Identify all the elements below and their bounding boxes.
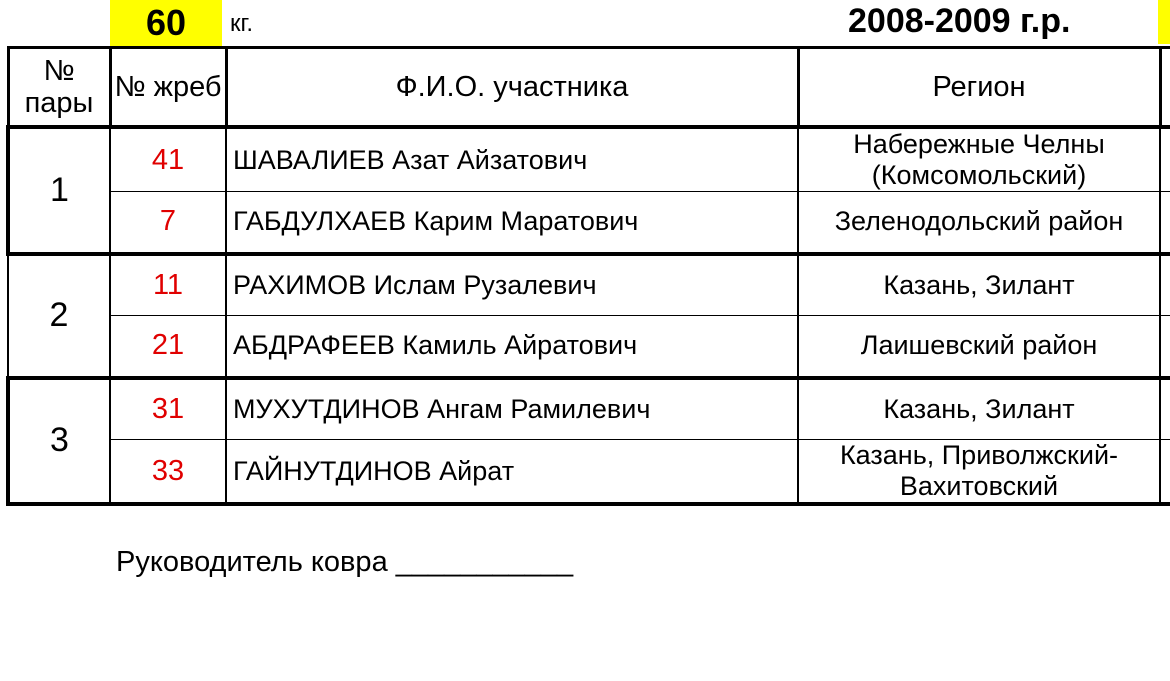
participant-name: ГАБДУЛХАЕВ Карим Маратович bbox=[226, 192, 798, 254]
participant-name: РАХИМОВ Ислам Рузалевич bbox=[226, 254, 798, 316]
pair-number: 2 bbox=[8, 254, 110, 378]
next-col-cell bbox=[1160, 254, 1170, 316]
pair-number: 1 bbox=[8, 127, 110, 254]
table-row bbox=[8, 316, 1170, 378]
next-col-cell bbox=[1160, 192, 1170, 254]
lot-number: 33 bbox=[110, 440, 226, 505]
col-header-lot-number: № жреб bbox=[110, 48, 226, 128]
lot-number: 31 bbox=[110, 378, 226, 440]
highlight-cell-edge bbox=[1158, 0, 1170, 44]
weight-category: 60 bbox=[110, 0, 222, 46]
pair-number: 3 bbox=[8, 378, 110, 505]
participant-region: Казань, Приволжский-Вахитовский bbox=[798, 440, 1160, 505]
lot-number: 21 bbox=[110, 316, 226, 378]
participant-name: ГАЙНУТДИНОВ Айрат bbox=[226, 440, 798, 505]
lot-number: 11 bbox=[110, 254, 226, 316]
lot-number: 7 bbox=[110, 192, 226, 254]
participant-region: Лаишевский район bbox=[798, 316, 1160, 378]
participant-name: ШАВАЛИЕВ Азат Айзатович bbox=[226, 127, 798, 192]
participant-region: Зеленодольский район bbox=[798, 192, 1160, 254]
birth-years: 2008-2009 г.р. bbox=[848, 2, 1071, 40]
participant-region: Казань, Зилант bbox=[798, 378, 1160, 440]
next-col-cell bbox=[1160, 378, 1170, 440]
participant-region: Набережные Челны (Комсомольский) bbox=[798, 127, 1160, 192]
weight-unit: кг. bbox=[230, 10, 253, 37]
table-row bbox=[8, 440, 1170, 505]
table-header-row bbox=[8, 48, 1170, 128]
table-row bbox=[8, 192, 1170, 254]
lot-number: 41 bbox=[110, 127, 226, 192]
participant-region: Казань, Зилант bbox=[798, 254, 1160, 316]
pairs-table bbox=[6, 46, 1170, 506]
table-row bbox=[8, 254, 1170, 316]
table-row bbox=[8, 127, 1170, 192]
next-col-cell bbox=[1160, 440, 1170, 505]
next-col-cell bbox=[1160, 316, 1170, 378]
col-header-region: Регион bbox=[798, 48, 1160, 128]
participant-name: МУХУТДИНОВ Ангам Рамилевич bbox=[226, 378, 798, 440]
next-col-cell bbox=[1160, 127, 1170, 192]
table-row bbox=[8, 378, 1170, 440]
mat-supervisor-signature-line: Руководитель ковра ___________ bbox=[116, 546, 574, 578]
col-header-pair-number: № пары bbox=[8, 48, 110, 128]
participant-name: АБДРАФЕЕВ Камиль Айратович bbox=[226, 316, 798, 378]
col-header-participant-name: Ф.И.О. участника bbox=[226, 48, 798, 128]
col-header-next bbox=[1160, 48, 1170, 128]
